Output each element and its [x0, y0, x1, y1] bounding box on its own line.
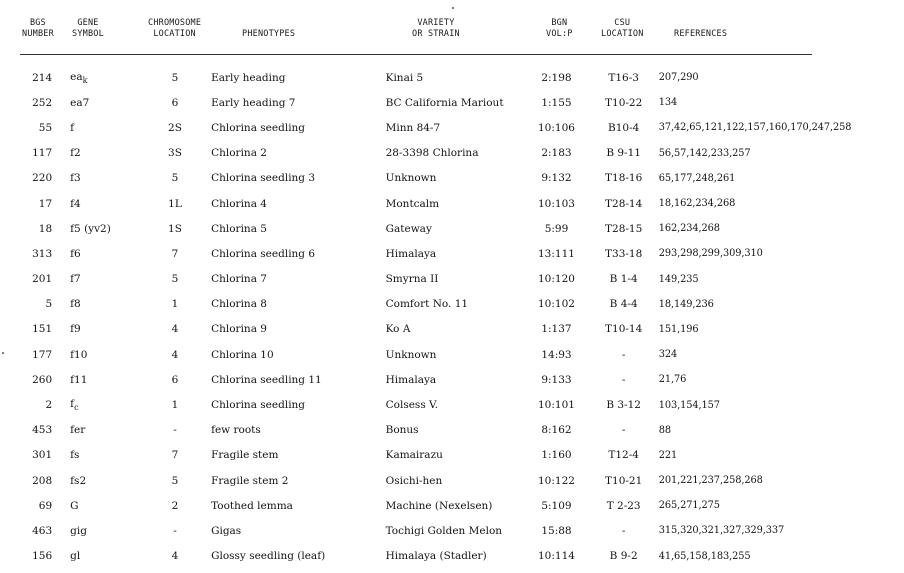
- variety-cell: BC California Mariout: [385, 96, 504, 109]
- header-phenotypes: [242, 29, 295, 40]
- table-row: [12, 292, 904, 317]
- header-bgn-volp: [546, 18, 573, 40]
- references-cell: 41,65,158,183,255: [658, 550, 751, 562]
- phenotype-cell: Toothed lemma: [211, 499, 293, 512]
- references-cell: 293,298,299,309,310: [658, 248, 763, 260]
- gene-table-body: [12, 65, 904, 569]
- gene-symbol-text: ea7: [70, 96, 90, 109]
- references-cell: 18,149,236: [658, 298, 714, 310]
- gene-symbol-subscript: c: [74, 403, 79, 413]
- bgs-number-cell: 313: [32, 247, 53, 260]
- gene-symbol-text: fs2: [70, 474, 87, 487]
- csu-location-cell: T28-15: [605, 222, 643, 235]
- gene-symbol-cell: [70, 317, 147, 342]
- chromosome-cell: 1: [171, 399, 179, 412]
- gene-symbol-text: fer: [70, 424, 86, 437]
- variety-cell: Tochigi Golden Melon: [385, 524, 503, 537]
- phenotype-cell: Chlorina 7: [211, 273, 267, 286]
- bgn-volp-cell: 8:162: [541, 424, 572, 437]
- bgn-volp-cell: 15:88: [541, 524, 572, 537]
- variety-cell: Kamairazu: [385, 449, 443, 462]
- references-cell: 315,320,321,327,329,337: [658, 525, 785, 537]
- bgs-number-cell: 156: [32, 550, 53, 563]
- phenotype-cell: Chlorina 8: [211, 298, 267, 311]
- csu-location-cell: B 9-2: [609, 550, 638, 563]
- variety-cell: Himalaya: [385, 373, 437, 386]
- header-rule: [20, 54, 812, 55]
- header-references-line1: REFERENCES: [674, 29, 728, 39]
- bgn-volp-cell: 1:155: [541, 96, 572, 109]
- variety-cell: Osichi-hen: [385, 474, 443, 487]
- gene-symbol-text: f: [70, 397, 75, 410]
- table-row: [12, 443, 904, 468]
- csu-location-cell: B 3-12: [606, 399, 641, 412]
- bgs-number-cell: 453: [32, 424, 53, 437]
- bgs-number-cell: 69: [38, 499, 53, 512]
- bgn-volp-cell: 10:120: [538, 273, 575, 286]
- gene-symbol-text: G: [70, 499, 79, 512]
- references-cell: 134: [658, 97, 678, 109]
- table-row: [12, 392, 904, 417]
- header-bgn-line2: VOL:P: [546, 29, 573, 39]
- gene-symbol-cell: [70, 267, 147, 292]
- bgs-number-cell: 151: [32, 323, 53, 336]
- table-row: [12, 216, 904, 241]
- chromosome-cell: 3S: [168, 147, 182, 160]
- references-cell: 37,42,65,121,122,157,160,170,247,258: [658, 122, 852, 134]
- csu-location-cell: T28-14: [605, 197, 643, 210]
- phenotype-cell: Chlorina seedling 6: [211, 247, 316, 260]
- gene-symbol-text: f4: [70, 197, 81, 210]
- references-cell: 149,235: [658, 273, 699, 285]
- gene-symbol-cell: [70, 292, 147, 317]
- bgn-volp-cell: 10:101: [538, 399, 575, 412]
- chromosome-cell: 2S: [168, 121, 182, 134]
- gene-symbol-text: f5 (yv2): [70, 222, 111, 235]
- table-row: [12, 493, 904, 518]
- bgn-volp-cell: 2:198: [541, 71, 572, 84]
- gene-symbol-text: f8: [70, 298, 81, 311]
- references-cell: 18,162,234,268: [658, 198, 736, 210]
- gene-symbol-cell: [70, 418, 147, 443]
- csu-location-cell: -: [621, 424, 626, 437]
- table-row: [12, 65, 904, 90]
- header-references: [674, 29, 727, 40]
- table-row: [12, 191, 904, 216]
- chromosome-cell: 7: [171, 449, 179, 462]
- table-row: [12, 141, 904, 166]
- gene-symbol-text: f6: [70, 247, 81, 260]
- gene-table: [12, 65, 904, 569]
- bgn-volp-cell: 5:109: [541, 499, 572, 512]
- chromosome-cell: 6: [171, 96, 179, 109]
- variety-cell: Kinai 5: [385, 71, 424, 84]
- bgn-volp-cell: 1:137: [541, 323, 572, 336]
- chromosome-cell: 5: [171, 273, 179, 286]
- bgs-number-cell: 260: [32, 373, 53, 386]
- bgn-volp-cell: 10:102: [538, 298, 575, 311]
- chromosome-cell: 4: [171, 323, 179, 336]
- phenotype-cell: Chlorina seedling 3: [211, 172, 316, 185]
- bgs-number-cell: 220: [32, 172, 53, 185]
- phenotype-cell: few roots: [211, 424, 261, 437]
- bgs-number-cell: 463: [32, 524, 53, 537]
- gene-symbol-text: f10: [70, 348, 88, 361]
- gene-symbol-cell: [70, 367, 147, 392]
- phenotype-cell: Chlorina seedling: [211, 121, 306, 134]
- gene-symbol-text: f2: [70, 147, 81, 160]
- gene-symbol-cell: [70, 392, 147, 417]
- header-chromosome-location: [148, 18, 201, 40]
- header-bgs-number: [22, 18, 54, 40]
- variety-cell: Minn 84-7: [385, 121, 441, 134]
- header-variety-strain: [412, 18, 460, 40]
- chromosome-cell: 5: [171, 71, 179, 84]
- table-row: [12, 544, 904, 569]
- header-gene-line2: SYMBOL: [72, 29, 104, 39]
- csu-location-cell: B10-4: [608, 121, 640, 134]
- gene-symbol-cell: [70, 241, 147, 266]
- phenotype-cell: Chlorina seedling 11: [211, 373, 322, 386]
- csu-location-cell: B 1-4: [609, 273, 638, 286]
- header-phenotypes-line1: PHENOTYPES: [242, 29, 296, 39]
- table-row: [12, 241, 904, 266]
- chromosome-cell: 5: [171, 172, 179, 185]
- phenotype-cell: Chlorina 9: [211, 323, 267, 336]
- bgn-volp-cell: 14:93: [541, 348, 572, 361]
- chromosome-cell: 5: [171, 474, 179, 487]
- variety-cell: Himalaya (Stadler): [385, 550, 487, 563]
- bgs-number-cell: 214: [32, 71, 53, 84]
- bgs-number-cell: 5: [45, 298, 53, 311]
- references-cell: 221: [658, 449, 678, 461]
- table-row: [12, 418, 904, 443]
- chromosome-cell: 4: [171, 348, 179, 361]
- references-cell: 207,290: [658, 72, 699, 84]
- chromosome-cell: 1: [171, 298, 179, 311]
- gene-symbol-text: gl: [70, 550, 81, 563]
- table-row: [12, 468, 904, 493]
- gene-symbol-cell: [70, 544, 147, 569]
- bgs-number-cell: 55: [38, 121, 53, 134]
- gene-symbol-subscript: k: [82, 75, 88, 85]
- phenotype-cell: Chlorina seedling: [211, 399, 306, 412]
- phenotype-cell: Chlorina 2: [211, 147, 267, 160]
- chromosome-cell: 1S: [168, 222, 182, 235]
- gene-symbol-text: fs: [70, 449, 80, 462]
- table-row: [12, 166, 904, 191]
- header-chromosome-line1: CHROMOSOME: [148, 18, 202, 28]
- references-cell: 56,57,142,233,257: [658, 147, 751, 159]
- csu-location-cell: -: [621, 348, 626, 361]
- gene-symbol-text: f: [70, 121, 75, 134]
- csu-location-cell: B 4-4: [609, 298, 638, 311]
- gene-symbol-cell: [70, 166, 147, 191]
- table-row: [12, 267, 904, 292]
- variety-cell: Himalaya: [385, 247, 437, 260]
- bgs-number-cell: 177: [32, 348, 53, 361]
- gene-symbol-cell: [70, 191, 147, 216]
- gene-symbol-cell: [70, 115, 147, 140]
- header-chromosome-line2: LOCATION: [153, 29, 196, 39]
- variety-cell: Colsess V.: [385, 399, 439, 412]
- csu-location-cell: T10-22: [605, 96, 643, 109]
- gene-symbol-cell: [70, 468, 147, 493]
- csu-location-cell: T16-3: [608, 71, 639, 84]
- bgn-volp-cell: 10:114: [538, 550, 575, 563]
- table-row: [12, 342, 904, 367]
- chromosome-cell: -: [173, 524, 177, 537]
- header-gene-symbol: [72, 18, 104, 40]
- chromosome-cell: 4: [171, 550, 179, 563]
- header-bgs-line1: BGS: [29, 18, 46, 28]
- bgs-number-cell: 117: [32, 147, 53, 160]
- variety-cell: Machine (Nexelsen): [385, 499, 493, 512]
- gene-symbol-cell: [70, 65, 147, 90]
- table-row: [12, 317, 904, 342]
- speck-mark: [452, 7, 454, 9]
- references-cell: 151,196: [658, 323, 699, 335]
- phenotype-cell: Early heading 7: [211, 96, 296, 109]
- gene-symbol-text: f3: [70, 172, 81, 185]
- gene-symbol-cell: [70, 141, 147, 166]
- chromosome-cell: 6: [171, 373, 179, 386]
- gene-symbol-cell: [70, 443, 147, 468]
- bgs-number-cell: 2: [45, 399, 53, 412]
- gene-symbol-text: f11: [70, 373, 88, 386]
- csu-location-cell: T33-18: [605, 247, 643, 260]
- gene-symbol-cell: [70, 216, 147, 241]
- bgn-volp-cell: 9:133: [541, 373, 572, 386]
- chromosome-cell: 1L: [168, 197, 182, 210]
- header-gene-line1: GENE: [77, 18, 99, 28]
- bgn-volp-cell: 10:122: [538, 474, 575, 487]
- header-bgn-line1: BGN: [551, 18, 568, 28]
- gene-symbol-text: f9: [70, 323, 81, 336]
- bgn-volp-cell: 9:132: [541, 172, 572, 185]
- phenotype-cell: Chlorina 4: [211, 197, 267, 210]
- bgn-volp-cell: 2:183: [541, 147, 572, 160]
- variety-cell: Smyrna II: [385, 273, 439, 286]
- csu-location-cell: T18-16: [605, 172, 643, 185]
- csu-location-cell: T10-14: [605, 323, 643, 336]
- references-cell: 265,271,275: [658, 500, 720, 512]
- bgn-volp-cell: 5:99: [544, 222, 569, 235]
- csu-location-cell: B 9-11: [606, 147, 641, 160]
- variety-cell: Comfort No. 11: [385, 298, 469, 311]
- phenotype-cell: Fragile stem 2: [211, 474, 289, 487]
- bgn-volp-cell: 1:160: [541, 449, 572, 462]
- bgn-volp-cell: 13:111: [538, 247, 575, 260]
- header-variety-line2: OR STRAIN: [412, 29, 460, 39]
- bgn-volp-cell: 10:103: [538, 197, 575, 210]
- variety-cell: Bonus: [385, 424, 419, 437]
- references-cell: 324: [658, 349, 678, 361]
- bgs-number-cell: 17: [38, 197, 53, 210]
- phenotype-cell: Early heading: [211, 71, 286, 84]
- phenotype-cell: Gigas: [211, 524, 242, 537]
- bgn-volp-cell: 10:106: [538, 121, 575, 134]
- csu-location-cell: T 2-23: [606, 499, 641, 512]
- table-row: [12, 518, 904, 543]
- table-row: [12, 115, 904, 140]
- csu-location-cell: T10-21: [605, 474, 643, 487]
- table-row: [12, 367, 904, 392]
- bgs-number-cell: 301: [32, 449, 53, 462]
- gene-symbol-text: f7: [70, 273, 81, 286]
- variety-cell: Gateway: [385, 222, 432, 235]
- variety-cell: Unknown: [385, 348, 437, 361]
- chromosome-cell: 7: [171, 247, 179, 260]
- variety-cell: Ko A: [385, 323, 411, 336]
- header-csu-line1: CSU: [614, 18, 631, 28]
- references-cell: 65,177,248,261: [658, 172, 736, 184]
- csu-location-cell: -: [621, 373, 626, 386]
- variety-cell: Montcalm: [385, 197, 440, 210]
- phenotype-cell: Chlorina 10: [211, 348, 274, 361]
- references-cell: 21,76: [658, 374, 687, 386]
- references-cell: 88: [658, 424, 671, 436]
- phenotype-cell: Glossy seedling (leaf): [211, 550, 326, 563]
- gene-symbol-text: gig: [70, 524, 87, 537]
- header-bgs-line2: NUMBER: [22, 29, 54, 39]
- gene-symbol-cell: [70, 90, 147, 115]
- chromosome-cell: -: [173, 424, 177, 437]
- references-cell: 103,154,157: [658, 399, 720, 411]
- phenotype-cell: Chlorina 5: [211, 222, 267, 235]
- bgs-number-cell: 252: [32, 96, 53, 109]
- bgs-number-cell: 201: [32, 273, 53, 286]
- references-cell: 162,234,268: [658, 223, 720, 235]
- variety-cell: Unknown: [385, 172, 437, 185]
- csu-location-cell: -: [621, 524, 626, 537]
- gene-symbol-cell: [70, 493, 147, 518]
- variety-cell: 28-3398 Chlorina: [385, 147, 479, 160]
- phenotype-cell: Fragile stem: [211, 449, 279, 462]
- bgs-number-cell: 208: [32, 474, 53, 487]
- bgs-number-cell: 18: [38, 222, 53, 235]
- gene-symbol-cell: [70, 342, 147, 367]
- speck-mark: [2, 352, 4, 354]
- references-cell: 201,221,237,258,268: [658, 475, 763, 487]
- header-csu-line2: LOCATION: [601, 29, 644, 39]
- header-variety-line1: VARIETY: [417, 18, 455, 28]
- gene-symbol-text: ea: [70, 70, 83, 83]
- header-csu-location: [601, 18, 644, 40]
- csu-location-cell: T12-4: [608, 449, 639, 462]
- chromosome-cell: 2: [171, 499, 179, 512]
- gene-symbol-cell: [70, 518, 147, 543]
- table-row: [12, 90, 904, 115]
